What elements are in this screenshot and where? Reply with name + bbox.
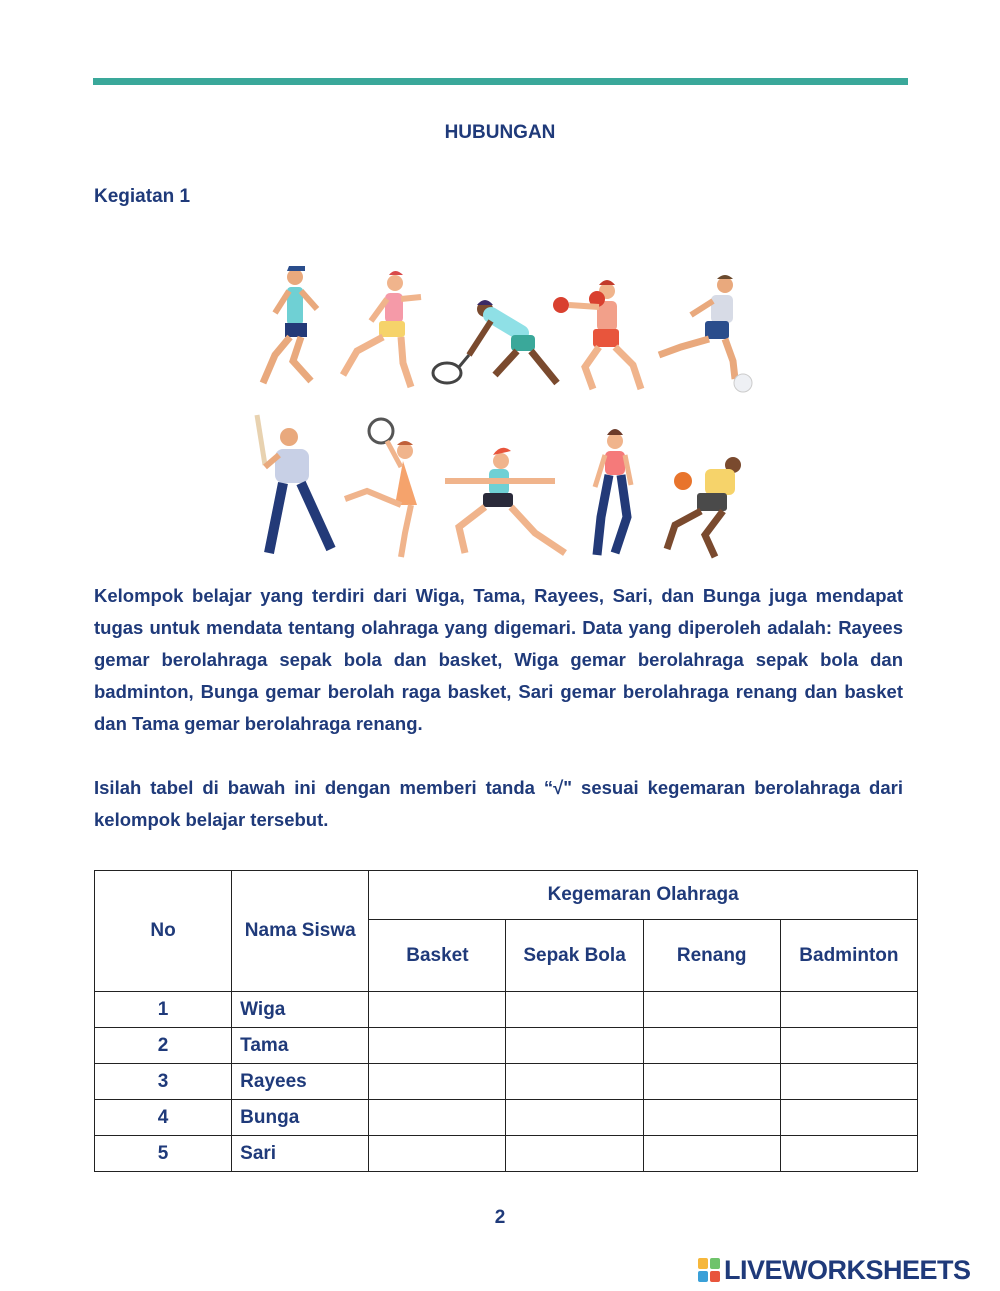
header-student-name: Nama Siswa — [232, 871, 369, 992]
row-number: 5 — [95, 1136, 232, 1172]
baseball-player-figure — [257, 415, 331, 553]
answer-cell-badminton[interactable] — [780, 1028, 917, 1064]
female-tennis-player-figure — [345, 419, 417, 557]
answer-cell-renang[interactable] — [643, 1028, 780, 1064]
answer-cell-basket[interactable] — [369, 992, 506, 1028]
header-sport-preference: Kegemaran Olahraga — [369, 871, 918, 920]
table-row — [95, 1064, 918, 1100]
table-row — [95, 1136, 918, 1172]
brand-name: LIVEWORKSHEETS — [724, 1254, 971, 1285]
answer-cell-badminton[interactable] — [780, 1100, 917, 1136]
row-number: 2 — [95, 1028, 232, 1064]
answer-cell-badminton[interactable] — [780, 1136, 917, 1172]
table-row — [95, 992, 918, 1028]
answer-cell-sepak-bola[interactable] — [506, 1100, 643, 1136]
tennis-player-figure — [433, 300, 557, 383]
runner-figure — [263, 266, 317, 383]
answer-cell-sepak-bola[interactable] — [506, 1028, 643, 1064]
answer-cell-badminton[interactable] — [780, 1064, 917, 1100]
answer-cell-sepak-bola[interactable] — [506, 1136, 643, 1172]
answer-cell-renang[interactable] — [643, 1064, 780, 1100]
standing-woman-figure — [595, 429, 631, 555]
table-row — [95, 1100, 918, 1136]
soccer-player-figure — [659, 275, 752, 392]
header-no: No — [95, 871, 232, 992]
athletes-illustration — [235, 255, 770, 570]
row-number: 1 — [95, 992, 232, 1028]
student-name: Tama — [232, 1028, 369, 1064]
student-name: Sari — [232, 1136, 369, 1172]
student-name: Bunga — [232, 1100, 369, 1136]
instruction-paragraph: Isilah tabel di bawah ini dengan memberi tanda “√" sesuai kegemaran berolahraga dari kelompok belajar tersebut. — [94, 777, 903, 830]
answer-cell-basket[interactable] — [369, 1064, 506, 1100]
row-number: 3 — [95, 1064, 232, 1100]
answer-cell-badminton[interactable] — [780, 992, 917, 1028]
table-row — [95, 1028, 918, 1064]
top-divider — [93, 78, 908, 85]
answer-cell-sepak-bola[interactable] — [506, 992, 643, 1028]
liveworksheets-logo[interactable] — [698, 1255, 971, 1285]
page-number: 2 — [494, 1207, 506, 1228]
basketball-player-figure — [667, 457, 741, 557]
student-name: Wiga — [232, 992, 369, 1028]
female-runner-figure — [343, 271, 421, 387]
activity-heading: Kegiatan 1 — [94, 186, 191, 207]
header-basket: Basket — [369, 920, 506, 992]
boxer-figure — [553, 280, 641, 389]
header-badminton: Badminton — [780, 920, 917, 992]
answer-cell-sepak-bola[interactable] — [506, 1064, 643, 1100]
liveworksheets-logo-icon — [698, 1258, 720, 1282]
answer-cell-renang[interactable] — [643, 1100, 780, 1136]
answer-cell-basket[interactable] — [369, 1136, 506, 1172]
answer-cell-basket[interactable] — [369, 1100, 506, 1136]
intro-paragraph: Kelompok belajar yang terdiri dari Wiga, Tama, Rayees, Sari, dan Bunga juga mendapat tugas untuk mendata tentang olahraga yang digemari. Data yang diperoleh adalah: Rayees gemar berolahraga sepak bola dan basket, Wiga gemar berolahraga sepak bola dan badminton, Bunga gemar berolah raga basket, Sari gemar berolahraga renang dan basket dan Tama gemar berolahraga renang. — [94, 585, 903, 734]
answer-cell-basket[interactable] — [369, 1028, 506, 1064]
row-number: 4 — [95, 1100, 232, 1136]
answer-cell-renang[interactable] — [643, 1136, 780, 1172]
header-sepak-bola: Sepak Bola — [506, 920, 643, 992]
student-name: Rayees — [232, 1064, 369, 1100]
sports-preference-table — [94, 870, 918, 1172]
header-renang: Renang — [643, 920, 780, 992]
answer-cell-renang[interactable] — [643, 992, 780, 1028]
yoga-figure — [445, 448, 565, 553]
page-title: HUBUNGAN — [444, 122, 556, 143]
